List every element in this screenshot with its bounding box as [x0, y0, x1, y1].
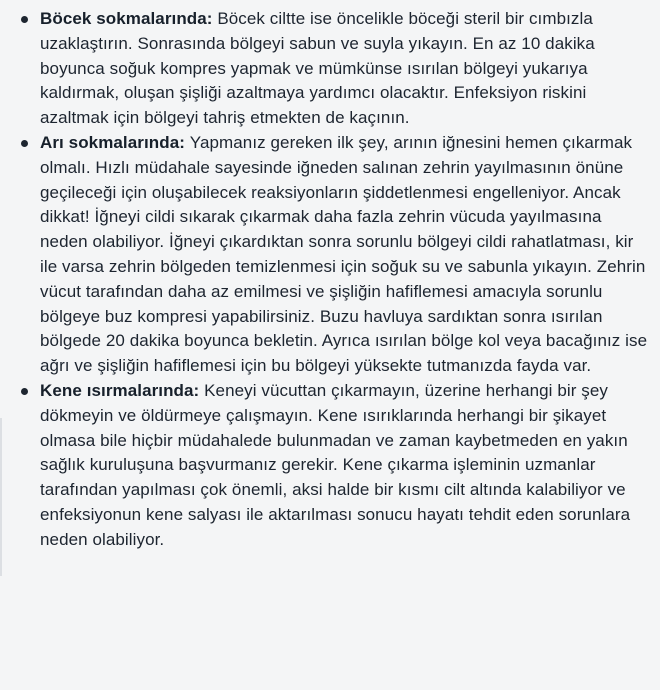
- list-item-kene: [0, 379, 660, 553]
- bullet-icon: [21, 140, 28, 147]
- bullet-icon: [21, 388, 28, 395]
- list-item-title: Arı sokmalarında:: [40, 132, 190, 152]
- list-item-ari: [0, 131, 660, 379]
- list-item-title: Kene ısırmalarında:: [40, 380, 205, 400]
- list-item-title: Böcek sokmalarında:: [40, 9, 218, 28]
- bullet-icon: [21, 16, 28, 23]
- list-item-text: Yapmanız gereken ilk şey, arının iğnesini hemen çıkarmak olmalı. Hızlı müdahale sayesinde iğneden salınan zehrin yayılmasının önüne geçileceği için oluşabilecek reaksiyonların şiddetlenmesi engelleniyor. Ancak dikkat! İğneyi cildi sıkarak çıkarmak daha fazla zehrin vücuda yayılmasına neden olabiliyor. İğneyi çıkardıktan sonra sorunlu bölgeyi cildi rahatlatması, kir ile varsa zehrin bölgeden temizlenmesi için soğuk su ve sabunla yıkayın. Zehrin vücut tarafından daha az emilmesi ve şişliğin hafiflemesi amacıyla sorunlu bölgeye buz kompresi yapabilirsiniz. Buzu havluya sardıktan sonra ısırılan bölgede 20 dakika boyunca bekletin. Ayrıca ısırılan bölge kol veya bacağınız ise ağrı ve şişliğin hafiflemesi için bu bölgeyi yüksekte tutmanızda fayda var.: [40, 132, 648, 376]
- list-item-bocek: [0, 7, 660, 131]
- list-item-text: Böcek ciltte ise öncelikle böceği steril bir cımbızla uzaklaştırın. Sonrasında bölgeyi sabun ve suyla yıkayın. En az 10 dakika boyunca soğuk kompres yapmak ve mümkünse ısırılan bölgeyi yukarıya kaldırmak, oluşan şişliği azaltmaya yardımcı olacaktır. Enfeksiyon riskini azaltmak için bölgeyi tahriş etmekten de kaçının.: [40, 9, 595, 128]
- list-item-text: Keneyi vücuttan çıkarmayın, üzerine herhangi bir şey dökmeyin ve öldürmeye çalışmayın. Kene ısırıklarında herhangi bir şikayet olmasa bile hiçbir müdahalede bulunmadan ve zaman kaybetmeden en yakın sağlık kuruluşuna başvurmanız gerekir. Kene çıkarma işleminin uzmanlar tarafından yapılması çok önemli, aksi halde bir kısmı cilt altında kalabiliyor ve enfeksiyonun kene salyası ile aktarılması sonucu hayatı tehdit eden sorunlara neden olabiliyor.: [40, 380, 631, 549]
